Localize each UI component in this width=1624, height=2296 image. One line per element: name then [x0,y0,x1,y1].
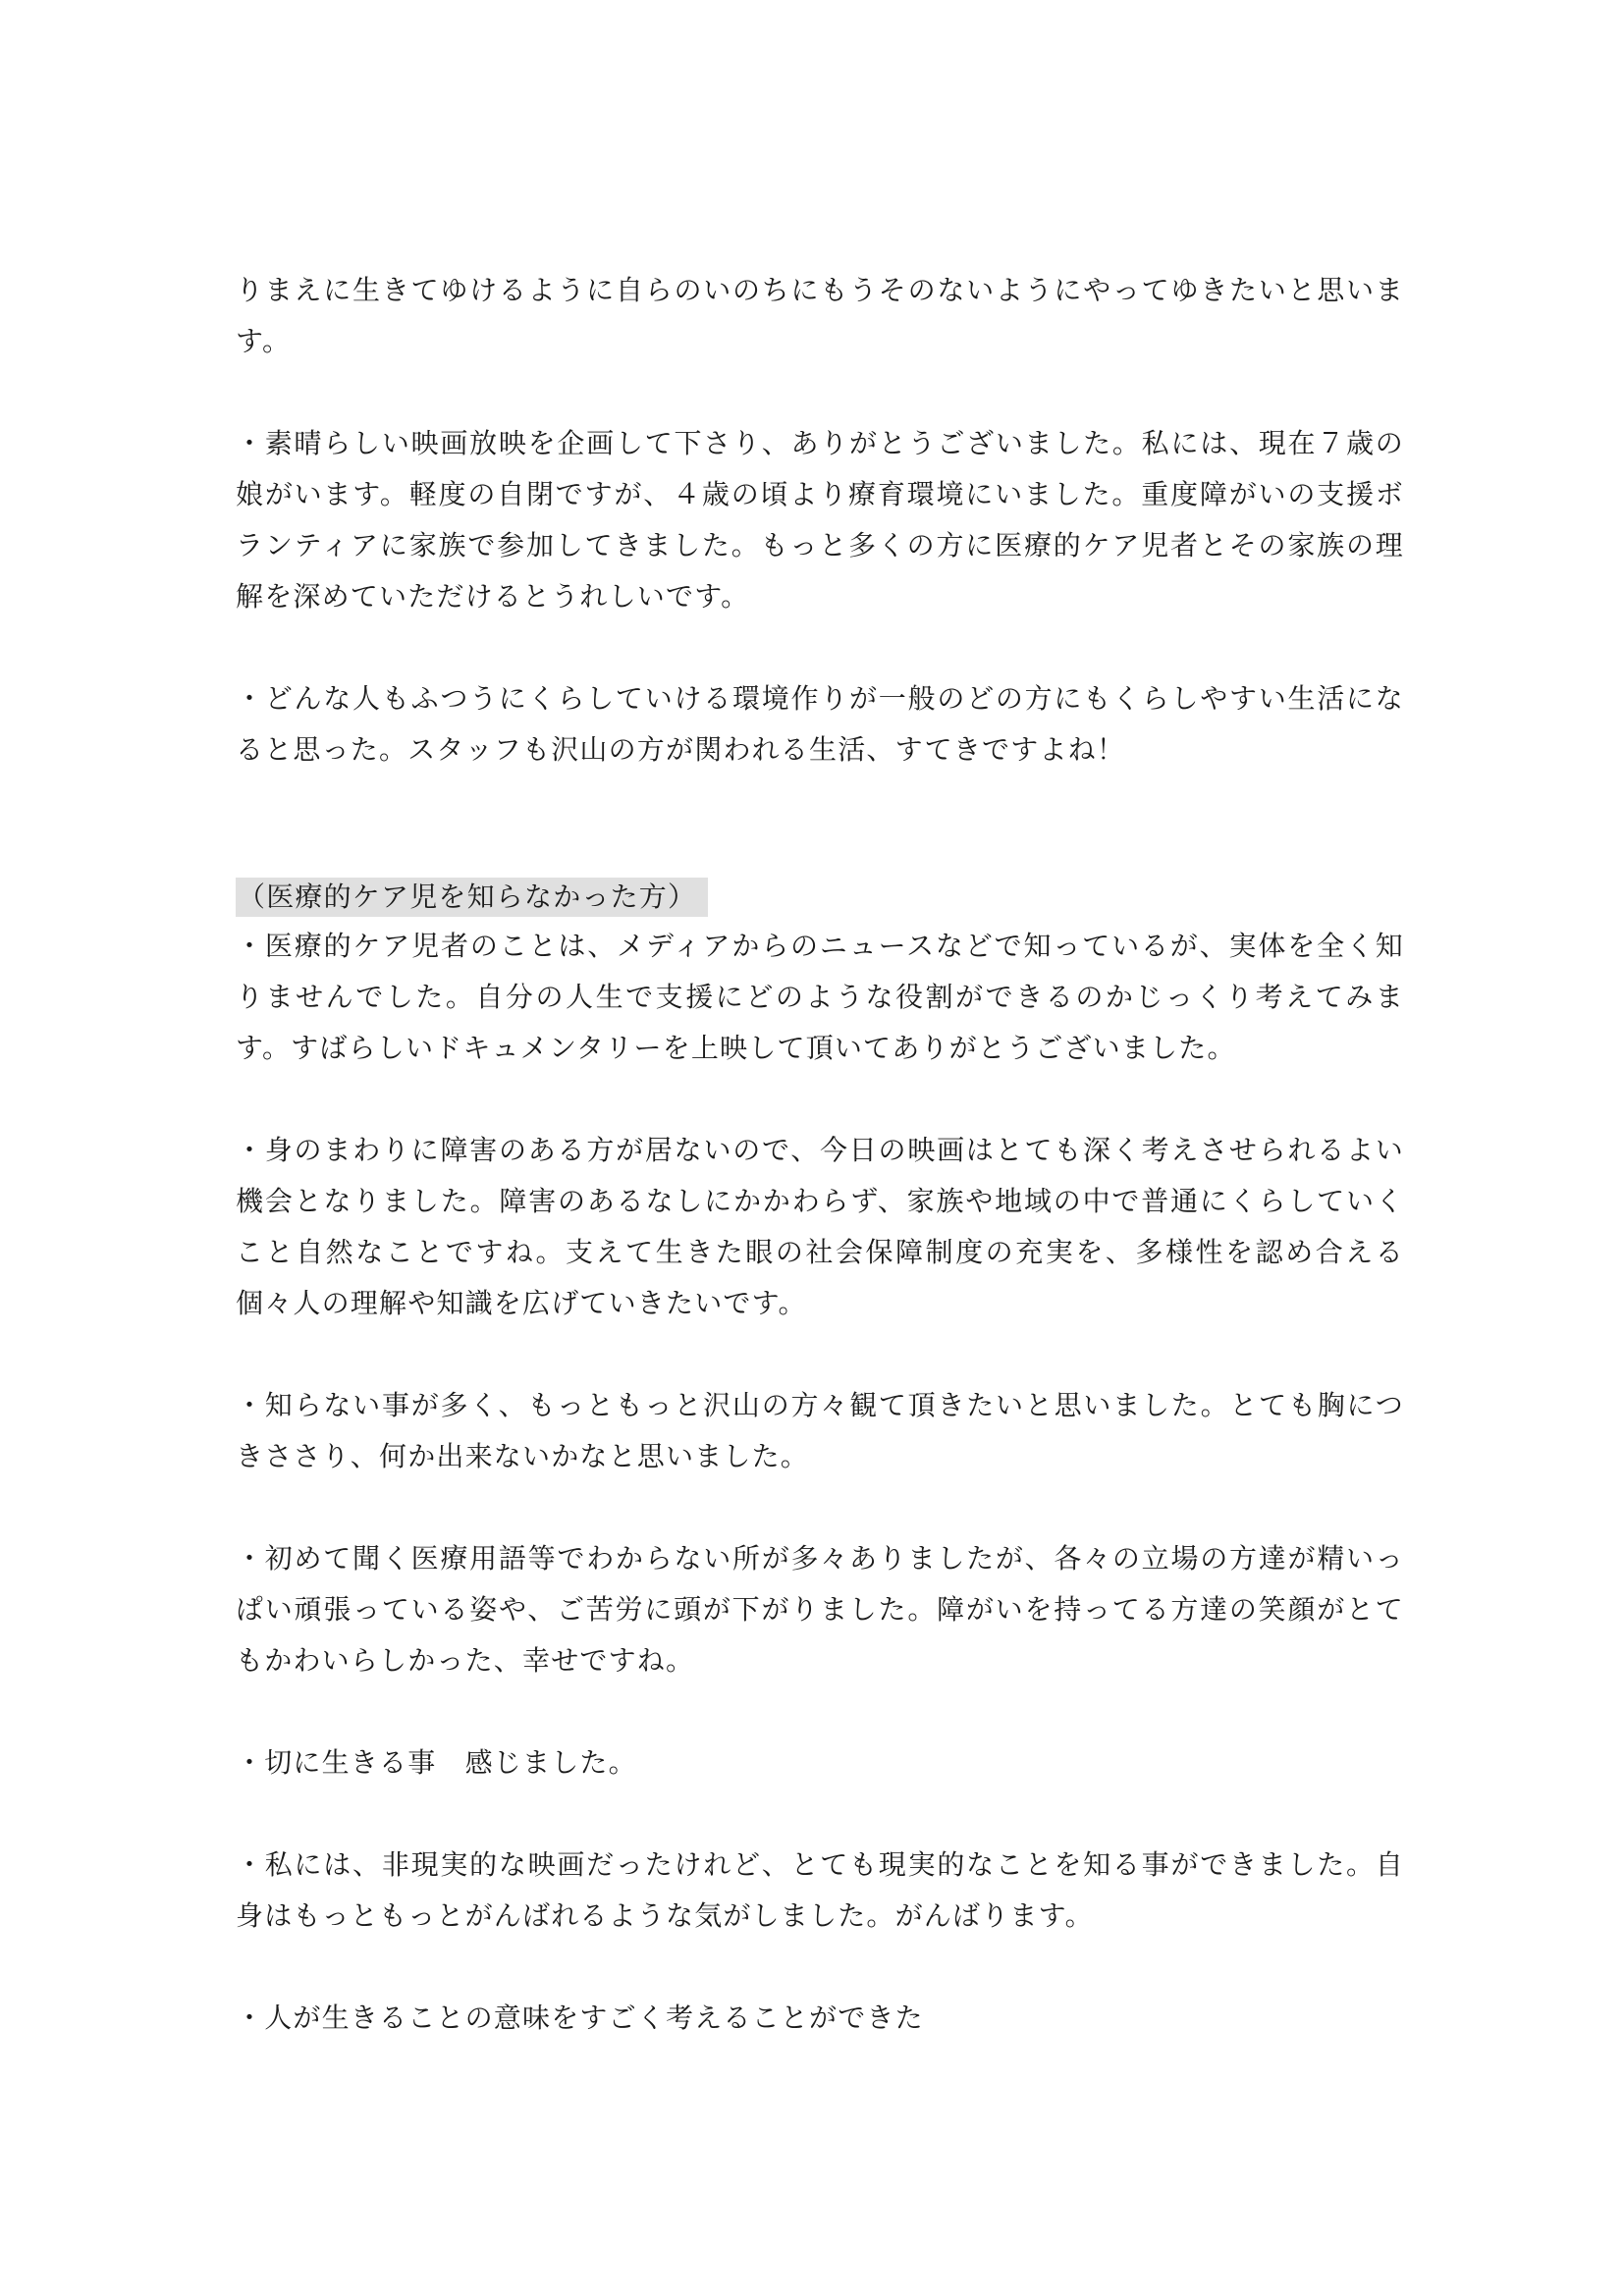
intro-paragraph-3: ・どんな人もふつうにくらしていける環境作りが一般のどの方にもくらしやすい生活になると思った。スタッフも沢山の方が関われる生活、すてきですよね！ [236,682,1404,766]
section-heading: （医療的ケア児を知らなかった方） [236,878,708,917]
section-paragraph-5: ・切に生きる事 感じました。 [236,1746,637,1779]
section-heading-wrap [236,878,1404,921]
section-paragraph-2: ・身のまわりに障害のある方が居ないので、今日の映画はとても深く考えさせられるよい機会となりました。障害のあるなしにかかわらず、家族や地域の中で普通にくらしていくこと自然なことですね。支えて生きた眼の社会保障制度の充実を、多様性を認め合える個々人の理解や知識を広げていきたいです。 [236,1134,1404,1319]
section-paragraph-7: ・人が生きることの意味をすごく考えることができた [236,2002,924,2034]
section-paragraph-6: ・私には、非現実的な映画だったけれど、とても現実的なことを知る事ができました。自身はもっともっとがんばれるような気がしました。がんばります。 [236,1848,1404,1932]
section-paragraph-3: ・知らない事が多く、もっともっと沢山の方々観て頂きたいと思いました。とても胸につきささり、何か出来ないかなと思いました。 [236,1389,1404,1472]
intro-paragraph-2: ・素晴らしい映画放映を企画して下さり、ありがとうございました。私には、現在７歳の娘がいます。軽度の自閉ですが、４歳の頃より療育環境にいました。重度障がいの支援ボランティアに家族で参加してきました。もっと多くの方に医療的ケア児者とその家族の理解を深めていただけるとうれしいです。 [236,427,1404,613]
section-paragraph-1: ・医療的ケア児者のことは、メディアからのニュースなどで知っているが、実体を全く知りませんでした。自分の人生で支援にどのような役割ができるのかじっくり考えてみます。すばらしいドキュメンタリーを上映して頂いてありがとうございました。 [236,930,1404,1064]
intro-paragraph-1: りまえに生きてゆけるように自らのいのちにもうそのないようにやってゆきたいと思います。 [236,274,1404,357]
section-paragraph-4: ・初めて聞く医療用語等でわからない所が多々ありましたが、各々の立場の方達が精いっぱい頑張っている姿や、ご苦労に頭が下がりました。障がいを持ってる方達の笑顔がとてもかわいらしかった、幸せですね。 [236,1542,1404,1677]
document-page [236,265,1404,2044]
